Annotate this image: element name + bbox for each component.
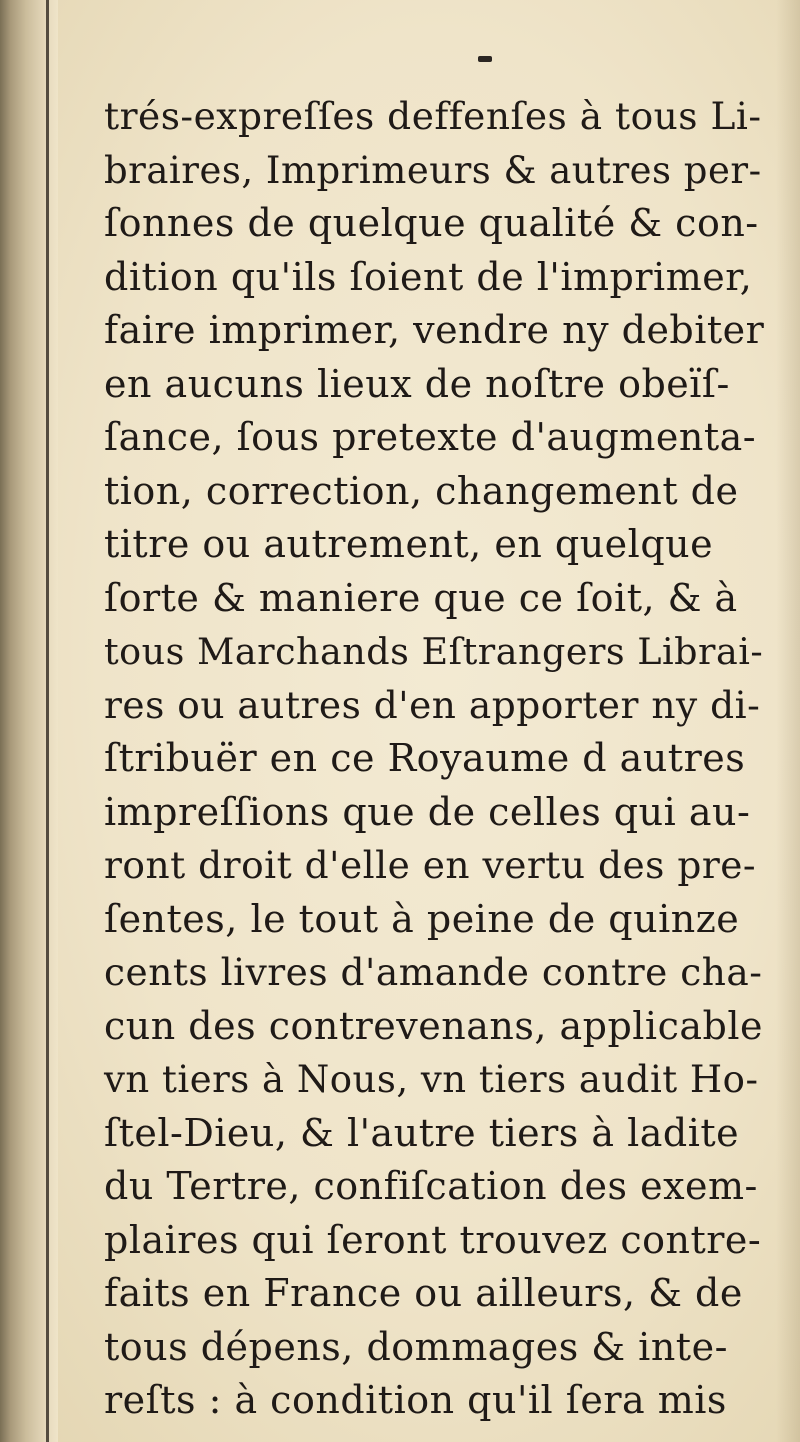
page-gutter-edge <box>46 0 49 1442</box>
text-line: ſance, ſous pretexte d'augmenta- <box>104 415 757 459</box>
text-line: tous dépens, dommages & inte- <box>104 1324 728 1369</box>
text-line: ſonnes de quelque qualité & con- <box>104 201 759 245</box>
text-line: ſtel-Dieu, & l'autre tiers à ladite <box>104 1110 740 1155</box>
text-line: tous Marchands Eſtrangers Librai- <box>104 630 764 673</box>
text-line: cun des contrevenans, applicable <box>104 1003 763 1048</box>
text-line: reſts : à condition qu'il ſera mis <box>104 1378 727 1422</box>
text-line: du Tertre, confiſcation des exem- <box>104 1164 758 1208</box>
page-text-block <box>104 90 764 1428</box>
text-line: en aucuns lieux de noſtre obeïſ- <box>104 361 730 406</box>
text-line: ſentes, le tout à peine de quinze <box>104 896 740 941</box>
ink-mark <box>478 56 492 62</box>
text-line: faire imprimer, vendre ny debiter <box>104 308 765 352</box>
text-line: braires, Imprimeurs & autres per- <box>104 148 762 192</box>
text-line: titre ou autrement, en quelque <box>104 522 714 566</box>
text-line: ront droit d'elle en vertu des pre- <box>104 843 757 887</box>
text-line: impreſſions que de celles qui au- <box>104 789 751 834</box>
text-line: faits en France ou ailleurs, & de <box>104 1271 743 1315</box>
page-edge-shade <box>776 0 800 1442</box>
text-line: vn tiers à Nous, vn tiers audit Ho- <box>104 1058 759 1101</box>
text-line: cents livres d'amande contre cha- <box>104 950 763 994</box>
text-line: trés-expreſſes deffenſes à tous Li- <box>104 94 762 138</box>
text-line: res ou autres d'en apporter ny di- <box>104 682 761 727</box>
text-line: tion, correction, changement de <box>104 468 739 513</box>
page-binding-shadow <box>0 0 58 1442</box>
text-line: ſorte & maniere que ce ſoit, & à <box>104 575 738 620</box>
text-line: ſtribuër en ce Royaume d autres <box>104 736 746 780</box>
text-line: dition qu'ils ſoient de l'imprimer, <box>104 254 753 299</box>
text-line: plaires qui ſeront trouvez contre- <box>104 1217 762 1262</box>
